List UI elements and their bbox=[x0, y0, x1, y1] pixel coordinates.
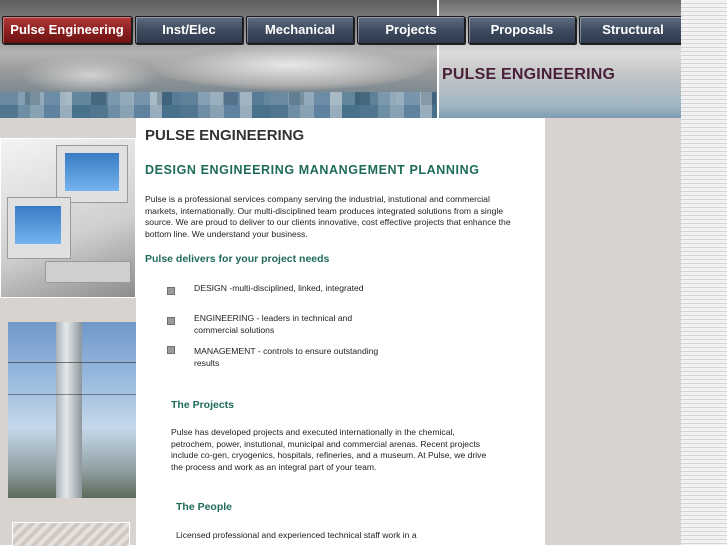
sidebar-pattern bbox=[12, 522, 130, 547]
monitor-screen bbox=[65, 153, 119, 191]
banner-highlight bbox=[20, 55, 160, 95]
nav-pulse-engineering[interactable]: Pulse Engineering bbox=[2, 16, 132, 44]
right-stripes bbox=[681, 0, 727, 545]
nav-projects[interactable]: Projects bbox=[357, 16, 465, 44]
brand-title: PULSE ENGINEERING bbox=[442, 66, 616, 83]
tower-structure bbox=[56, 322, 82, 498]
projects-heading: The Projects bbox=[171, 399, 235, 411]
list-item: MANAGEMENT - controls to ensure outstanding results bbox=[194, 346, 379, 368]
bullet-icon bbox=[167, 346, 175, 354]
monitor-shape bbox=[56, 145, 128, 203]
intro-paragraph: Pulse is a professional services company serving the industrial, instutional and commercial markets, internationally. Our multi-disciplined team produces integrated solutions from a single source. We are proud to deliver to our clients innovative, cost effective projects that enhance the bottom line. We understand your business. bbox=[145, 194, 511, 239]
monitor-screen bbox=[15, 206, 61, 244]
cable-line bbox=[8, 362, 136, 363]
list-item: ENGINEERING - leaders in technical and commercial solutions bbox=[194, 313, 353, 335]
computers-image bbox=[0, 138, 136, 298]
banner-highlight bbox=[150, 40, 430, 90]
nav-inst-elec[interactable]: Inst/Elec bbox=[135, 16, 243, 44]
monitor-shape bbox=[7, 197, 71, 259]
cable-line bbox=[8, 394, 136, 395]
nav-structural[interactable]: Structural bbox=[579, 16, 687, 44]
projects-paragraph: Pulse has developed projects and executed internationally in the chemical, petrochem, power, instutional, municipal and commercial arenas. Recent projects include co-gen, cryogenics, hospitals, refineries, and a museum. At Pulse, we drive the process and work as an integral part of your team. bbox=[171, 427, 487, 472]
nav-mechanical[interactable]: Mechanical bbox=[246, 16, 354, 44]
nav-proposals[interactable]: Proposals bbox=[468, 16, 576, 44]
people-paragraph: Licensed professional and experienced technical staff work in a bbox=[176, 530, 417, 540]
keyboard-shape bbox=[45, 261, 131, 283]
tower-image bbox=[8, 322, 136, 498]
people-heading: The People bbox=[176, 501, 233, 513]
list-item: DESIGN -multi-disciplined, linked, integrated bbox=[194, 283, 364, 293]
tagline: DESIGN ENGINEERING MANANGEMENT PLANNING bbox=[145, 163, 480, 177]
page-title: PULSE ENGINEERING bbox=[145, 127, 305, 144]
right-margin bbox=[545, 118, 681, 545]
delivers-heading: Pulse delivers for your project needs bbox=[145, 253, 330, 265]
bullet-icon bbox=[167, 317, 175, 325]
bullet-icon bbox=[167, 287, 175, 295]
